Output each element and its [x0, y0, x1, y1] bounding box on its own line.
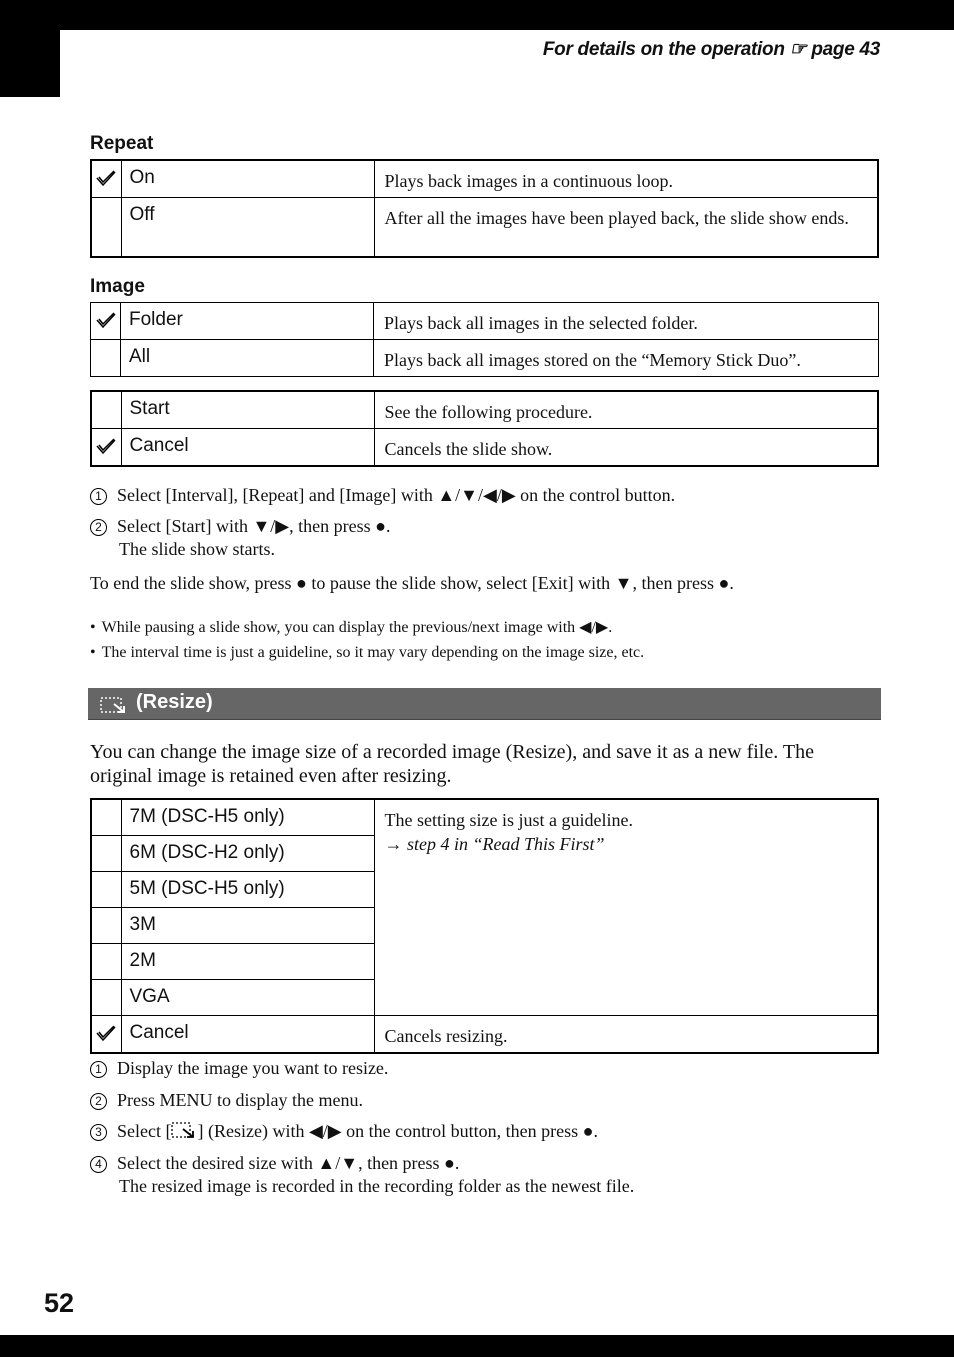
step-continuation: The slide show starts. — [119, 539, 275, 559]
option-name: VGA — [121, 979, 374, 1015]
resize-intro: You can change the image size of a recorded image (Resize), and save it as a new file. The original image is retained even after resizing. — [90, 741, 814, 787]
side-tab — [0, 0, 60, 97]
step-number: 4 — [90, 1156, 107, 1173]
step-text: Display the image you want to resize. — [117, 1058, 389, 1078]
table-row — [91, 303, 879, 340]
resize-table — [90, 798, 879, 1054]
step-number: 1 — [90, 488, 107, 505]
step-text: Select [Interval], [Repeat] and [Image] with ▲/▼/◀/▶ on the control button. — [117, 485, 676, 505]
option-desc: After all the images have been played back, the slide show ends. — [374, 198, 878, 257]
table-row — [91, 160, 878, 198]
note-item: • The interval time is just a guideline, so it may vary depending on the image size, etc. — [90, 643, 644, 663]
repeat-label: Repeat — [90, 133, 154, 154]
option-name: Cancel — [121, 429, 374, 467]
step-item: 3 Select [ ] (Resize) with ◀/▶ on the control button, then press ●. — [90, 1120, 598, 1143]
check-icon — [91, 160, 121, 198]
table-row — [91, 391, 878, 429]
step-number: 2 — [90, 1093, 107, 1110]
option-name: 3M — [121, 907, 374, 943]
option-desc: Cancels resizing. — [374, 1015, 878, 1053]
step-item — [90, 1057, 388, 1080]
option-name: 6M (DSC-H2 only) — [121, 835, 374, 871]
step-text: Select [Start] with ▼/▶, then press ●. — [117, 516, 391, 536]
step-item — [90, 484, 675, 507]
image-label: Image — [90, 276, 145, 297]
table-row — [91, 1015, 878, 1053]
section-title: (Resize) — [136, 691, 213, 713]
top-bar — [0, 0, 954, 30]
step-item — [90, 515, 390, 561]
repeat-table — [90, 159, 879, 258]
option-name: 7M (DSC-H5 only) — [121, 799, 374, 835]
step-number: 3 — [90, 1124, 107, 1141]
option-desc: Plays back all images in the selected folder. — [374, 303, 879, 340]
size-description: The setting size is just a guideline. → step 4 in “Read This First” — [374, 799, 878, 1015]
option-name: 5M (DSC-H5 only) — [121, 871, 374, 907]
option-name: On — [121, 160, 374, 198]
step-number: 2 — [90, 519, 107, 536]
option-name: Folder — [121, 303, 374, 340]
section-heading-resize — [88, 688, 881, 720]
step-text: Press MENU to display the menu. — [117, 1090, 363, 1110]
step-item — [90, 1089, 363, 1112]
option-name: Off — [121, 198, 374, 257]
resize-icon — [171, 1120, 197, 1140]
option-desc: See the following procedure. — [374, 391, 878, 429]
table-row — [91, 429, 878, 467]
table-row — [91, 198, 878, 257]
option-name: All — [121, 340, 374, 377]
start-table — [90, 390, 879, 467]
page-reference: For details on the operation ☞ page 43 — [542, 39, 880, 60]
page-number: 52 — [44, 1288, 75, 1318]
note-item: • While pausing a slide show, you can display the previous/next image with ◀/▶. — [90, 618, 612, 638]
option-name: 2M — [121, 943, 374, 979]
option-name: Cancel — [121, 1015, 374, 1053]
check-icon — [91, 303, 121, 340]
option-desc: Plays back all images stored on the “Memory Stick Duo”. — [374, 340, 879, 377]
check-icon — [91, 429, 121, 467]
resize-icon — [100, 695, 128, 715]
table-row — [91, 799, 878, 835]
option-name: Start — [121, 391, 374, 429]
end-instruction: To end the slide show, press ● to pause the slide show, select [Exit] with ▼, then press ●. — [90, 573, 734, 593]
option-desc: Plays back images in a continuous loop. — [374, 160, 878, 198]
step-number: 1 — [90, 1061, 107, 1078]
image-table — [90, 302, 879, 377]
check-icon — [91, 1015, 121, 1053]
step-item — [90, 1152, 634, 1198]
option-desc: Cancels the slide show. — [374, 429, 878, 467]
cross-reference: → step 4 in “Read This First” — [384, 834, 605, 854]
step-continuation: The resized image is recorded in the recording folder as the newest file. — [119, 1176, 635, 1196]
bottom-bar — [0, 1335, 954, 1357]
step-text: Select the desired size with ▲/▼, then press ●. — [117, 1153, 460, 1173]
table-row — [91, 340, 879, 377]
